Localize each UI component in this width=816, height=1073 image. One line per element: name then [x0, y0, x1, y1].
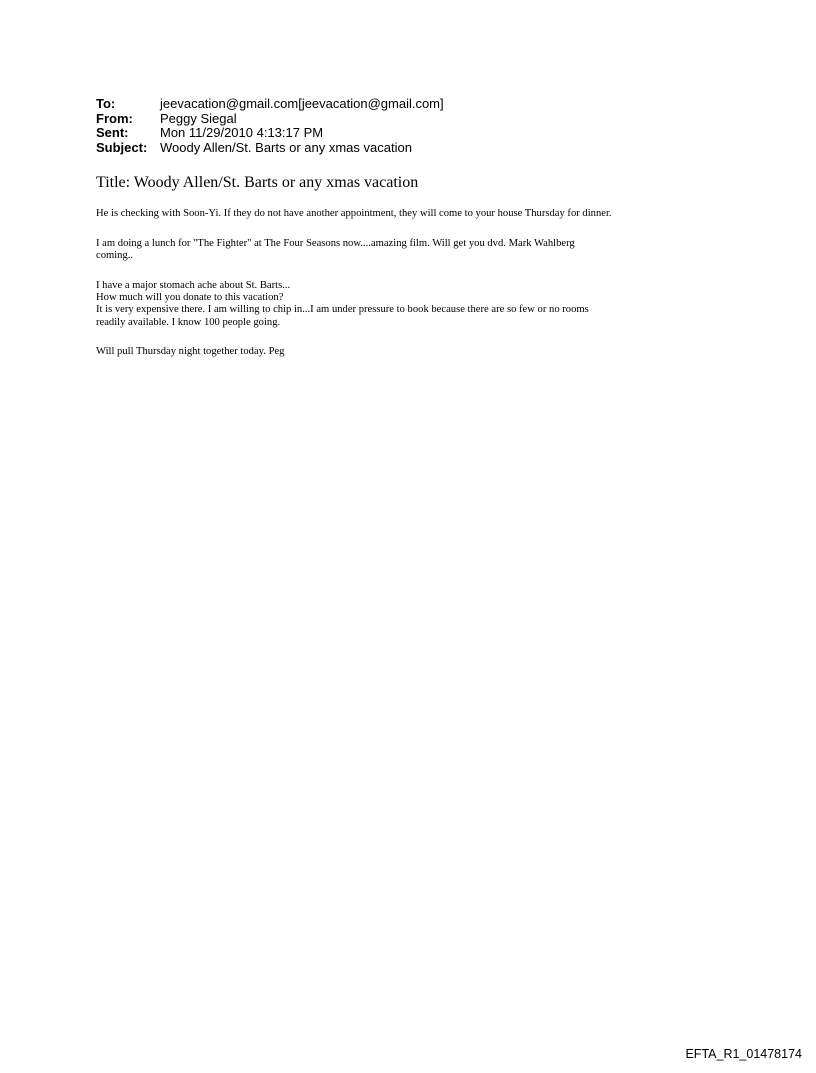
- sent-value: Mon 11/29/2010 4:13:17 PM: [160, 125, 324, 140]
- document-id: EFTA_R1_01478174: [685, 1047, 802, 1061]
- to-label: To:: [96, 96, 116, 111]
- body-paragraph-1: [96, 208, 736, 220]
- email-title: Title: Woody Allen/St. Barts or any xmas vacation: [96, 174, 419, 191]
- subject-value: Woody Allen/St. Barts or any xmas vacation: [160, 139, 412, 155]
- body-paragraph-3: [96, 280, 736, 329]
- body-line: coming..: [96, 250, 134, 262]
- header-subject-row: [96, 141, 444, 156]
- body-line: I have a major stomach ache about St. Barts...: [96, 280, 291, 291]
- from-value: Peggy Siegal: [160, 110, 237, 126]
- email-header: [96, 97, 444, 155]
- body-line: How much will you donate to this vacation?: [96, 292, 284, 304]
- subject-label: Subject:: [96, 139, 148, 155]
- sent-label: Sent:: [96, 125, 129, 140]
- header-to-row: [96, 97, 444, 112]
- header-sent-row: [96, 126, 444, 141]
- header-from-row: [96, 112, 444, 127]
- body-line: Will pull Thursday night together today. Peg: [96, 346, 285, 357]
- from-label: From:: [96, 110, 133, 126]
- body-paragraph-4: [96, 346, 736, 358]
- body-paragraph-2: [96, 238, 736, 262]
- body-line: He is checking with Soon-Yi. If they do not have another appointment, they will come to your house Thursday for dinner.: [96, 208, 612, 219]
- to-value: jeevacation@gmail.com[jeevacation@gmail.com]: [160, 96, 444, 111]
- body-line: readily available. I know 100 people going.: [96, 316, 281, 328]
- body-line: It is very expensive there. I am willing to chip in...I am under pressure to book because there are so few or no rooms: [96, 304, 589, 316]
- body-line: I am doing a lunch for "The Fighter" at The Four Seasons now....amazing film. Will get you dvd. Mark Wahlberg: [96, 238, 575, 249]
